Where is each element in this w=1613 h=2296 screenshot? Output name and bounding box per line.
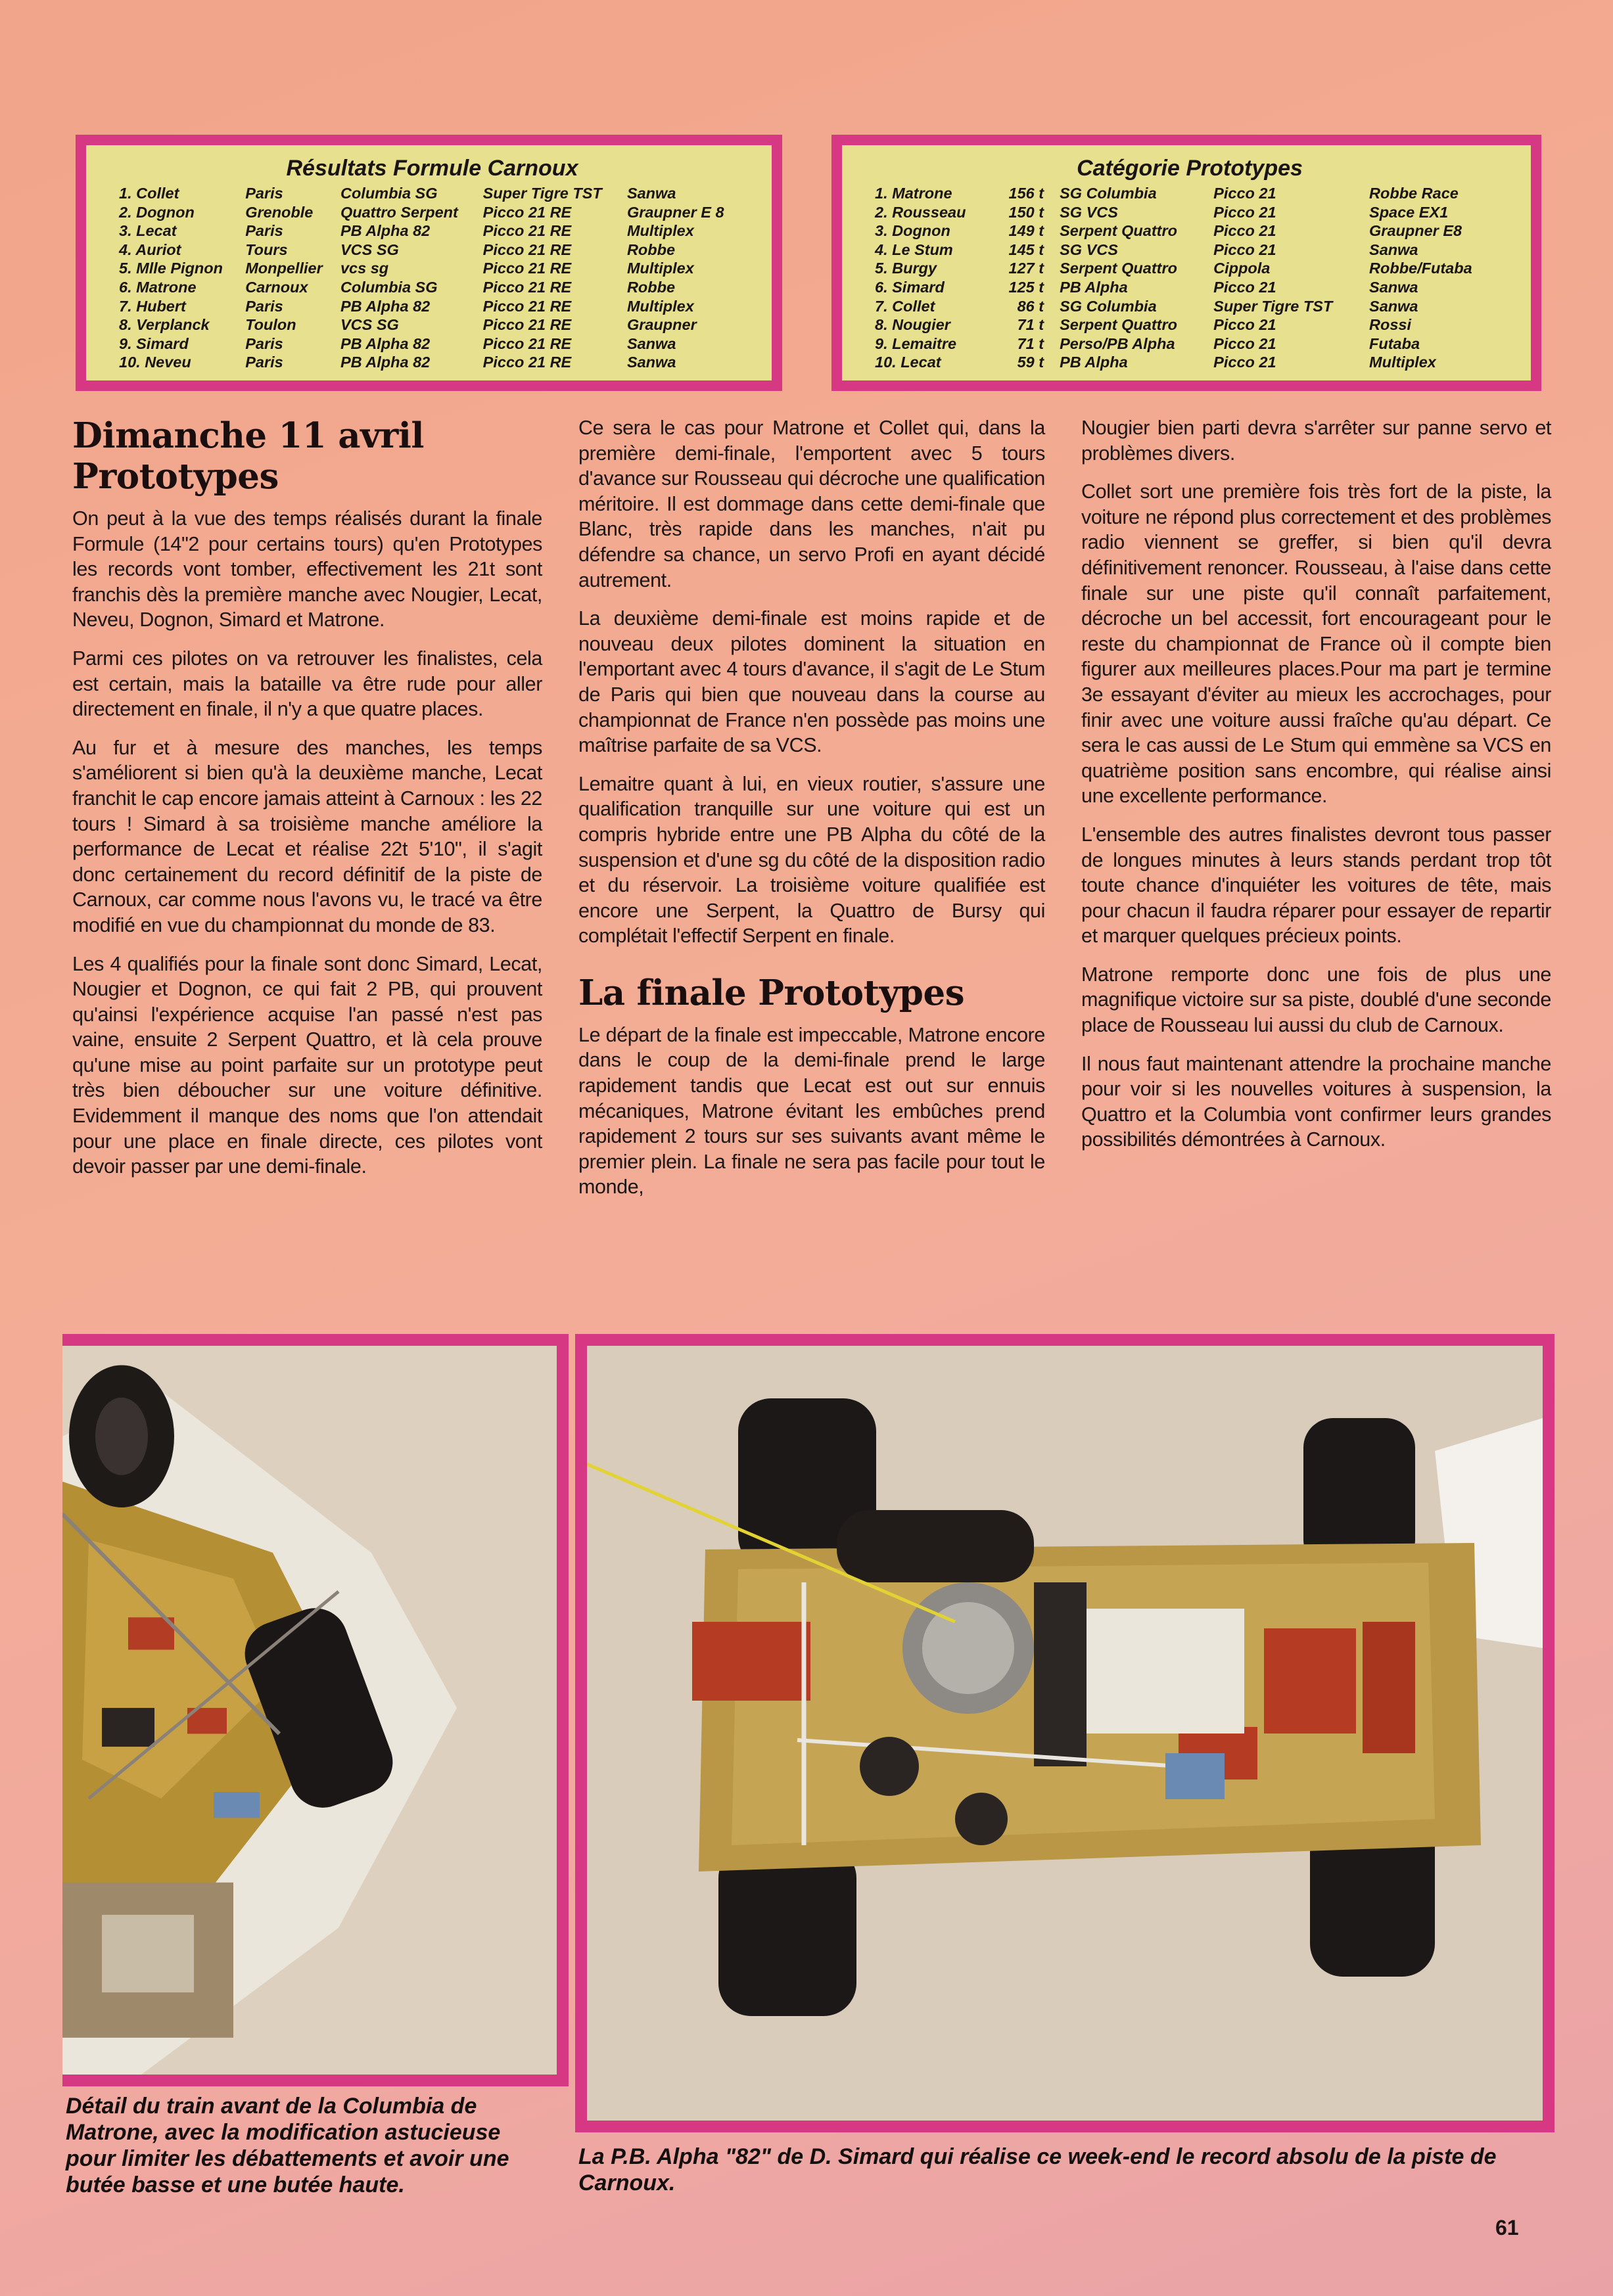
table-cell: Paris xyxy=(245,222,283,240)
table-cell: Robbe Race xyxy=(1369,185,1459,202)
results-formule-table xyxy=(119,184,745,372)
table-cell: Graupner E 8 xyxy=(626,203,724,221)
table-row xyxy=(875,334,1505,354)
table-cell: Picco 21 xyxy=(1213,278,1276,296)
paragraph: Il nous faut maintenant attendre la prochaine manche pour voir si les nouvelles voitures à suspension, la Quattro et la Columbia vont confirmer leurs grandes possibilités démontrées à Carnoux. xyxy=(1081,1052,1551,1151)
table-cell: vcs sg xyxy=(340,260,389,277)
table-cell: Picco 21 RE xyxy=(482,260,572,277)
table-row xyxy=(119,203,745,222)
table-cell: Picco 21 xyxy=(1213,222,1276,240)
results-prototypes-box xyxy=(831,135,1541,391)
table-cell: 8. Nougier xyxy=(875,316,950,334)
table-cell: Picco 21 xyxy=(1213,185,1276,202)
table-cell: 10. Neveu xyxy=(119,354,191,371)
table-cell: Paris xyxy=(245,185,283,202)
table-row xyxy=(875,297,1505,316)
table-cell: Cippola xyxy=(1213,260,1271,277)
results-prototypes-title: Catégorie Prototypes xyxy=(1077,156,1303,181)
table-cell: PB Alpha 82 xyxy=(340,297,431,315)
table-cell: 6. Simard xyxy=(875,278,945,296)
table-row xyxy=(119,353,745,372)
table-cell: Space EX1 xyxy=(1369,203,1449,221)
table-row xyxy=(119,241,745,260)
table-cell: PB Alpha xyxy=(1060,354,1128,371)
table-row xyxy=(875,221,1505,241)
table-cell: Sanwa xyxy=(1369,278,1418,296)
table-row xyxy=(119,334,745,354)
paragraph: Parmi ces pilotes on va retrouver les finalistes, cela est certain, mais la bataille va être rude pour aller directement en finale, il n'y a que quatre places. xyxy=(72,647,542,721)
table-cell: Picco 21 RE xyxy=(482,241,572,258)
table-cell: 1. Collet xyxy=(119,185,179,202)
table-cell: Picco 21 RE xyxy=(482,222,572,240)
table-cell: Super Tigre TST xyxy=(1213,297,1333,315)
table-cell: Serpent Quattro xyxy=(1060,260,1177,277)
table-cell: 9. Lemaitre xyxy=(875,334,957,352)
article-column-1 xyxy=(72,415,542,1193)
table-cell: Picco 21 xyxy=(1213,354,1276,371)
table-cell: 127 t xyxy=(1008,260,1044,277)
results-prototypes-table xyxy=(875,184,1505,372)
caption-photo-2: La P.B. Alpha "82" de D. Simard qui réalise ce week-end le record absolu de la piste de Carnoux. xyxy=(578,2144,1497,2195)
paragraph: On peut à la vue des temps réalisés durant la finale Formule (14"2 pour certains tours) qu'en Prototypes les records vont tomber, effectivement les 21t sont franchis dès la première manche avec Nougier, Lecat, Neveu, Dognon, Simard et Matrone. xyxy=(72,507,542,631)
table-cell: Picco 21 RE xyxy=(482,297,572,315)
table-cell: Toulon xyxy=(245,316,296,334)
table-row xyxy=(875,353,1505,372)
table-cell: PB Alpha 82 xyxy=(340,222,431,240)
paragraph: Matrone remporte donc une fois de plus une magnifique victoire sur sa piste, doublé d'une seconde place de Rousseau lui aussi du club de Carnoux. xyxy=(1081,963,1551,1037)
table-cell: Picco 21 RE xyxy=(482,354,572,371)
table-cell: 2. Rousseau xyxy=(875,203,966,221)
paragraph: La deuxième demi-finale est moins rapide et de nouveau deux pilotes dominent la situation en l'emportant avec 4 tours d'avance, il s'agit de Le Stum de Paris qui bien que nouveau dans la course au championnat de France n'en possède pas moins une maîtrise parfaite de sa VCS. xyxy=(578,607,1045,757)
table-cell: Futaba xyxy=(1369,334,1420,352)
table-cell: 10. Lecat xyxy=(875,354,941,371)
table-row xyxy=(875,203,1505,222)
headline-line-2: Prototypes xyxy=(72,456,279,497)
table-cell: SG Columbia xyxy=(1060,297,1157,315)
table-cell: 145 t xyxy=(1008,241,1044,258)
table-cell: Grenoble xyxy=(245,203,314,221)
table-row xyxy=(875,278,1505,297)
table-cell: 71 t xyxy=(1017,316,1044,334)
headline-line-1: Dimanche 11 avril xyxy=(72,415,425,456)
table-row xyxy=(875,241,1505,260)
table-cell: Picco 21 RE xyxy=(482,316,572,334)
table-cell: 156 t xyxy=(1008,185,1044,202)
table-row xyxy=(119,184,745,203)
table-cell: Columbia SG xyxy=(340,278,438,296)
table-cell: Multiplex xyxy=(626,260,694,277)
table-cell: Sanwa xyxy=(626,334,676,352)
table-cell: 2. Dognon xyxy=(119,203,195,221)
table-cell: 125 t xyxy=(1008,278,1044,296)
table-cell: VCS SG xyxy=(340,316,399,334)
table-cell: Picco 21 RE xyxy=(482,278,572,296)
table-cell: Monpellier xyxy=(245,260,323,277)
table-cell: PB Alpha 82 xyxy=(340,334,431,352)
table-cell: SG VCS xyxy=(1060,203,1118,221)
table-cell: Quattro Serpent xyxy=(340,203,458,221)
table-cell: Picco 21 RE xyxy=(482,203,572,221)
table-row xyxy=(119,297,745,316)
table-cell: VCS SG xyxy=(340,241,399,258)
paragraph: Le départ de la finale est impeccable, Matrone encore dans le coup de la demi-finale prend le large rapidement tandis que Lecat est out sur ennuis mécaniques, Matrone évitant les embûches prend rapidement 2 tours sur ses suivants avant même le premier plein. La finale ne sera pas facile pour tout le monde, xyxy=(578,1023,1045,1199)
table-cell: Robbe xyxy=(626,278,676,296)
table-cell: Sanwa xyxy=(1369,297,1418,315)
table-cell: Paris xyxy=(245,354,283,371)
table-cell: 5. Mlle Pignon xyxy=(119,260,223,277)
paragraph: Nougier bien parti devra s'arrêter sur panne servo et problèmes divers. xyxy=(1081,417,1551,465)
paragraph: Lemaitre quant à lui, en vieux routier, s'assure une qualification tranquille sur une voiture qui est un compris hybride entre une PB Alpha du côté de la suspension et d'une sg du côté de la disposition radio et du réservoir. La troisième voiture qualifiée est encore une Serpent, la Quattro de Bursy qui complétait l'effectif Serpent en finale. xyxy=(578,772,1045,948)
caption-photo-1: Détail du train avant de la Columbia de Matrone, avec la modification astucieuse pour limiter les débattements et avoir une butée basse et une butée haute. xyxy=(66,2094,509,2197)
table-cell: PB Alpha xyxy=(1060,278,1128,296)
table-cell: Tours xyxy=(245,241,288,258)
article-column-3 xyxy=(1081,415,1551,1166)
table-cell: 6. Matrone xyxy=(119,278,197,296)
results-formule-title: Résultats Formule Carnoux xyxy=(286,156,578,181)
table-cell: Sanwa xyxy=(1369,241,1418,258)
table-cell: Multiplex xyxy=(1369,354,1436,371)
table-cell: Sanwa xyxy=(626,354,676,371)
table-cell: SG Columbia xyxy=(1060,185,1157,202)
table-cell: Carnoux xyxy=(245,278,308,296)
table-row xyxy=(119,259,745,278)
table-row xyxy=(119,315,745,334)
paragraph: Collet sort une première fois très fort de la piste, la voiture ne répond plus correctement et des problèmes radio viennent se greffer, si bien qu'il devra définitivement renoncer. Rousseau, à l'aise dans cette finale sur une piste qu'il connaît parfaitement, décroche un bel accessit, fort encourageant pour le reste du championnat de France où il compte bien figurer aux meilleures places.Pour ma part je termine 3e essayant d'éviter au mieux les accrochages, pour finir avec une voiture aussi fraîche qu'au départ. Ce sera le cas aussi de Le Stum qui emmène sa VCS en quatrième position sans encombre, qui réalise ainsi une excellente performance. xyxy=(1081,480,1551,808)
photo-pb-alpha-illustration xyxy=(587,1346,1543,2121)
article-column-2 xyxy=(578,415,1045,1213)
photo-front-suspension xyxy=(62,1334,569,2086)
table-cell: Multiplex xyxy=(626,222,694,240)
photo-pb-alpha-chassis xyxy=(575,1334,1555,2132)
table-row xyxy=(875,184,1505,203)
table-row xyxy=(875,315,1505,334)
table-row xyxy=(119,278,745,297)
table-cell: Picco 21 xyxy=(1213,203,1276,221)
headline-finale: La finale Prototypes xyxy=(578,972,965,1013)
table-cell: 4. Le Stum xyxy=(875,241,953,258)
results-formule-box xyxy=(76,135,782,391)
table-cell: Graupner xyxy=(626,316,697,334)
table-cell: 149 t xyxy=(1008,222,1044,240)
table-cell: Rossi xyxy=(1369,316,1412,334)
table-cell: 3. Dognon xyxy=(875,222,950,240)
table-cell: Robbe xyxy=(626,241,676,258)
headline-dimanche xyxy=(72,415,542,497)
table-cell: 5. Burgy xyxy=(875,260,937,277)
table-cell: Picco 21 xyxy=(1213,316,1276,334)
table-cell: 8. Verplanck xyxy=(119,316,210,334)
table-cell: Graupner E8 xyxy=(1369,222,1462,240)
table-cell: Paris xyxy=(245,334,283,352)
table-row xyxy=(119,221,745,241)
table-cell: Super Tigre TST xyxy=(482,185,602,202)
paragraph: Au fur et à mesure des manches, les temps s'améliorent si bien qu'à la deuxième manche, Lecat franchit le cap encore jamais atteint à Carnoux : les 22 tours ! Simard à sa troisième manche améliore la performance de Lecat et réalise 22t 5'10", il s'agit donc certainement du record définitif de la piste de Carnoux, car comme nous l'avons vu, le tracé va être modifié en vue du championnat du monde de 83. xyxy=(72,736,542,936)
table-cell: 150 t xyxy=(1008,203,1044,221)
page-number: 61 xyxy=(1495,2216,1519,2239)
table-cell: Columbia SG xyxy=(340,185,438,202)
table-cell: 1. Matrone xyxy=(875,185,952,202)
table-cell: 59 t xyxy=(1017,354,1044,371)
table-cell: 4. Auriot xyxy=(119,241,181,258)
table-cell: Sanwa xyxy=(626,185,676,202)
table-cell: Picco 21 xyxy=(1213,334,1276,352)
photo-front-suspension-illustration xyxy=(62,1346,557,2075)
paragraph: Les 4 qualifiés pour la finale sont donc Simard, Lecat, Nougier et Dognon, ce qui fait 2 PB, qui prouvent qu'ainsi l'expérience acquise l'an passé n'est pas vaine, ensuite 2 Serpent Quattro, et là cela prouve qu'une mise au point parfaite sur un prototype peut très bien déboucher sur une voiture définitive. Evidemment il manque des noms que l'on attendait pour une place en finale directe, ces pilotes vont devoir passer par une demi-finale. xyxy=(72,952,542,1178)
table-cell: Picco 21 xyxy=(1213,241,1276,258)
table-cell: Perso/PB Alpha xyxy=(1060,334,1175,352)
table-cell: 3. Lecat xyxy=(119,222,177,240)
table-row xyxy=(875,259,1505,278)
paragraph: Ce sera le cas pour Matrone et Collet qui, dans la première demi-finale, l'emportent avec 5 tours d'avance sur Rousseau qui décroche une qualification méritoire. Il est dommage dans cette demi-finale que Blanc, très rapide dans les manches, n'ait pu défendre sa chance, un servo Profi en ayant décidé autrement. xyxy=(578,417,1045,591)
table-cell: 7. Hubert xyxy=(119,297,186,315)
paragraph: L'ensemble des autres finalistes devront tous passer de longues minutes à leurs stands perdant trop tôt toute chance d'inquiéter les voitures de tête, mais pour chacun il faudra réparer pour essayer de repartir et marquer quelques précieux points. xyxy=(1081,823,1551,948)
table-cell: PB Alpha 82 xyxy=(340,354,431,371)
table-cell: Paris xyxy=(245,297,283,315)
table-cell: 7. Collet xyxy=(875,297,935,315)
table-cell: Robbe/Futaba xyxy=(1369,260,1472,277)
table-cell: SG VCS xyxy=(1060,241,1118,258)
table-cell: Serpent Quattro xyxy=(1060,222,1177,240)
table-cell: 9. Simard xyxy=(119,334,189,352)
table-cell: 71 t xyxy=(1017,334,1044,352)
table-cell: Multiplex xyxy=(626,297,694,315)
table-cell: Picco 21 RE xyxy=(482,334,572,352)
table-cell: 86 t xyxy=(1017,297,1044,315)
table-cell: Serpent Quattro xyxy=(1060,316,1177,334)
